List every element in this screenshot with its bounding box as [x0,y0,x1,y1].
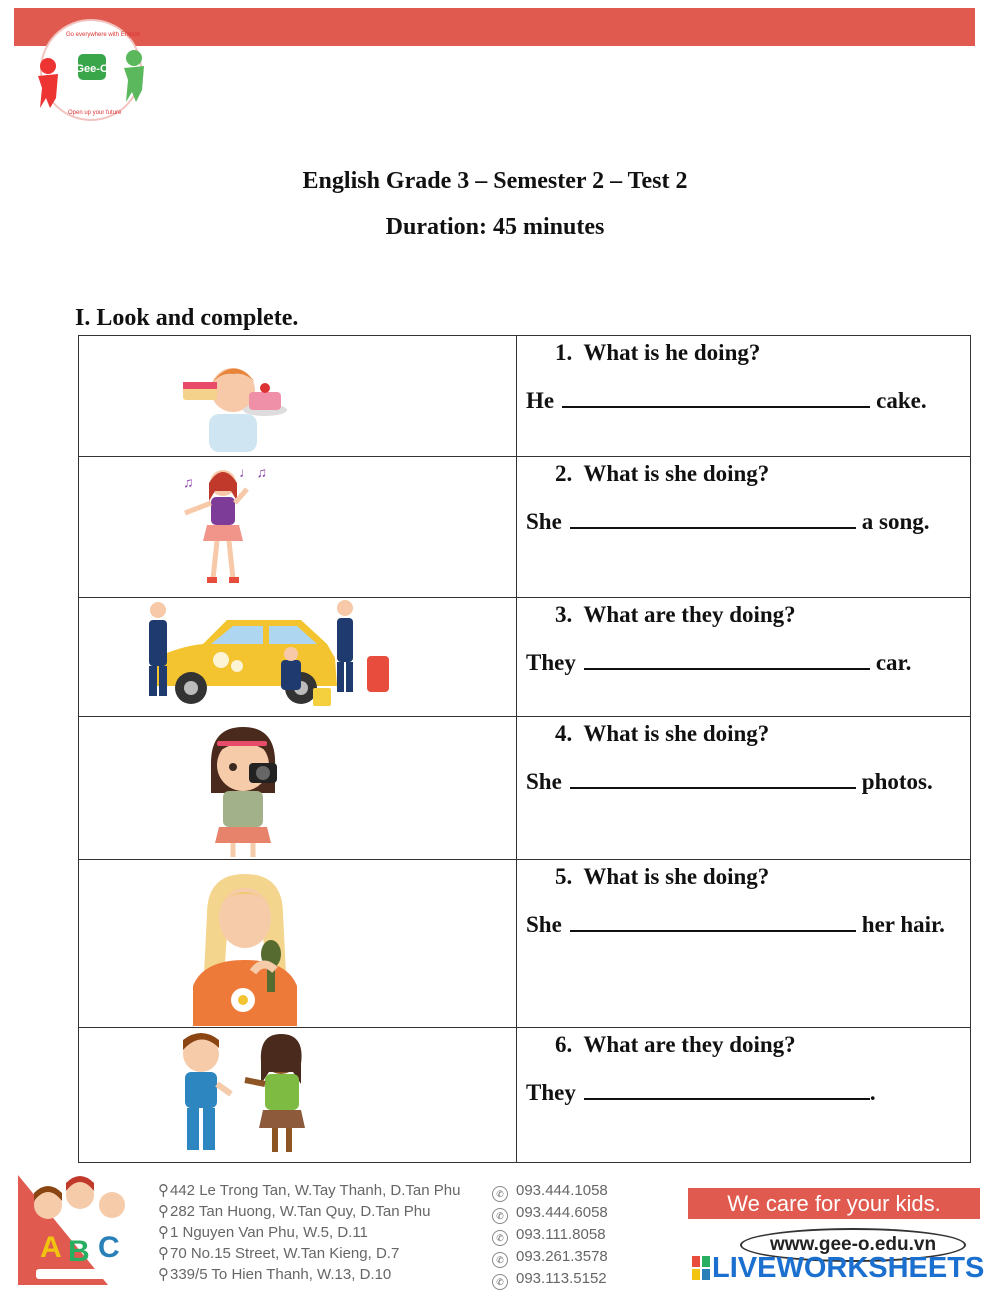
slogan-banner: We care for your kids. [688,1188,980,1219]
image-cell [79,336,517,457]
answer-line: He cake. [526,384,927,414]
liveworksheets-logo [692,1252,984,1285]
question-row [79,717,971,860]
phone-icon: ✆ [492,1186,508,1202]
phone-item: ✆ 093.111.8058 [492,1224,608,1246]
answer-blank[interactable] [570,505,856,529]
boy-eating-cake-image [179,352,289,452]
question-cell [517,598,971,717]
kids-abc-illustration [18,1165,136,1285]
girl-taking-photos-image [191,723,291,859]
test-duration: Duration: 45 minutes [385,214,605,240]
location-pin-icon: ⚲ [158,1245,169,1262]
top-banner-bar [14,8,975,46]
svg-text:A: A [40,1231,62,1264]
answer-blank[interactable] [570,765,856,789]
question-row [79,860,971,1028]
svg-text:♩ ♫: ♩ ♫ [239,466,267,481]
phone-item: ✆ 093.444.1058 [492,1180,608,1202]
answer-line: They car. [526,646,911,676]
location-pin-icon: ⚲ [158,1182,169,1199]
address-item: ⚲70 No.15 Street, W.Tan Kieng, D.7 [158,1245,400,1262]
answer-line: She a song. [526,505,930,535]
answer-line: They . [526,1076,876,1106]
address-list [158,1180,460,1285]
kids-talking-image [163,1032,323,1160]
image-cell [79,457,517,598]
logo-slogan-top: Go everywhere with English [66,32,141,38]
liveworksheets-badge-icon [692,1256,710,1280]
address-item: ⚲1 Nguyen Van Phu, W.5, D.11 [158,1224,368,1241]
question-row [79,598,971,717]
svg-text:C: C [98,1231,120,1264]
location-pin-icon: ⚲ [158,1266,169,1283]
svg-text:♫: ♫ [183,476,194,491]
logo-brand-text: Gee-O [75,63,109,75]
phone-item: ✆ 093.444.6058 [492,1202,608,1224]
address-item: ⚲282 Tan Huong, W.Tan Quy, D.Tan Phu [158,1203,431,1220]
phone-icon: ✆ [492,1252,508,1268]
question-cell [517,717,971,860]
people-washing-car-image [141,600,397,714]
question-text: 2. What is she doing? [555,461,770,486]
question-row [79,336,971,457]
girl-brushing-hair-image [183,874,307,1026]
question-cell [517,336,971,457]
question-row [79,1028,971,1163]
image-cell [79,717,517,860]
address-item: ⚲339/5 To Hien Thanh, W.13, D.10 [158,1266,392,1283]
question-text: 3. What are they doing? [555,602,796,627]
question-text: 4. What is she doing? [555,721,770,746]
section-heading: I. Look and complete. [75,305,299,331]
logo-slogan-bottom: Open up your future [68,110,122,116]
answer-blank[interactable] [584,1076,870,1100]
question-cell [517,1028,971,1163]
phone-list [492,1180,608,1290]
image-cell [79,1028,517,1163]
liveworksheets-text: LIVEWORKSHEETS [712,1252,985,1284]
question-cell [517,457,971,598]
location-pin-icon: ⚲ [158,1203,169,1220]
geeo-logo [26,18,156,122]
question-text: 5. What is she doing? [555,864,770,889]
image-cell [79,860,517,1028]
question-cell [517,860,971,1028]
answer-blank[interactable] [562,384,870,408]
girl-singing-image [173,461,273,591]
answer-line: She photos. [526,765,933,795]
question-row [79,457,971,598]
address-item: ⚲442 Le Trong Tan, W.Tay Thanh, D.Tan Phu [158,1182,461,1199]
answer-line: She her hair. [526,908,945,938]
phone-item: ✆ 093.261.3578 [492,1246,608,1268]
answer-blank[interactable] [584,646,870,670]
location-pin-icon: ⚲ [158,1224,169,1241]
phone-icon: ✆ [492,1274,508,1290]
phone-icon: ✆ [492,1208,508,1224]
phone-item: ✆ 093.113.5152 [492,1268,608,1290]
website-link[interactable]: www.gee-o.edu.vn [740,1228,966,1262]
phone-icon: ✆ [492,1230,508,1246]
answer-blank[interactable] [570,908,856,932]
svg-text:B: B [68,1235,90,1268]
question-text: 1. What is he doing? [555,340,761,365]
image-cell [79,598,517,717]
question-text: 6. What are they doing? [555,1032,796,1057]
question-table [78,335,971,1163]
test-title: English Grade 3 – Semester 2 – Test 2 [302,168,688,194]
